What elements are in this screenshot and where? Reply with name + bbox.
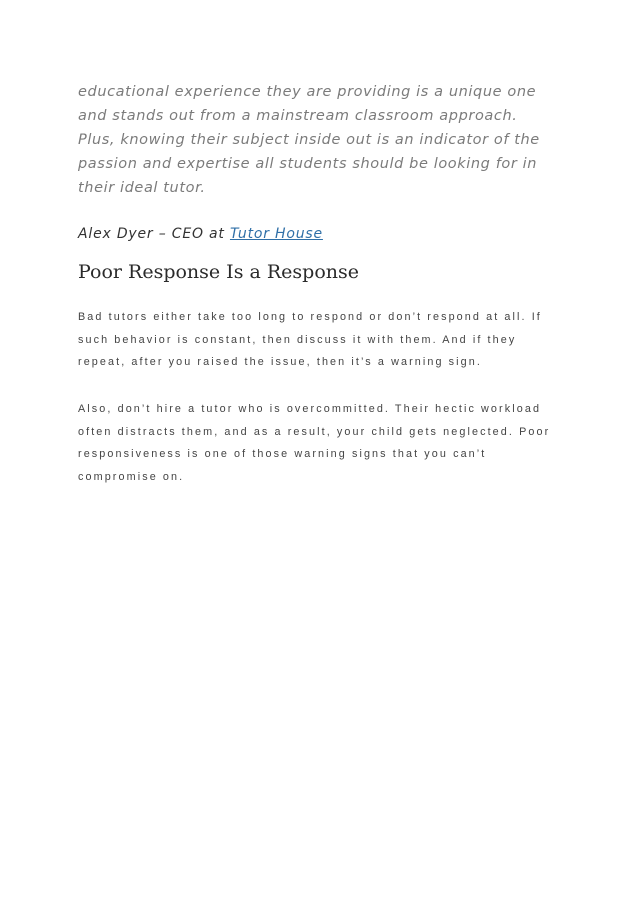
body-paragraph: Bad tutors either take too long to respond or don’t respond at all. If such behavior is constant, then discuss it with them. And if they repeat, after you raised the issue, then it’s a warning sign. <box>78 311 542 368</box>
section-heading: Poor Response Is a Response <box>78 261 359 283</box>
quote-text: educational experience they are providing is a unique one and stands out from a mainstream classroom approach. Plus, knowing their subject inside out is an indicator of the passion and expertise all students should be looking for in their ideal tutor. <box>78 84 540 196</box>
quote-attribution <box>78 223 323 245</box>
attribution-prefix: Alex Dyer – CEO at <box>78 226 230 242</box>
body-paragraph: Also, don’t hire a tutor who is overcommitted. Their hectic workload often distracts them, and as a result, your child gets neglected. Poor responsiveness is one of those warning signs that you can’t compromise on. <box>78 403 551 483</box>
tutor-house-link[interactable]: Tutor House <box>229 226 323 242</box>
